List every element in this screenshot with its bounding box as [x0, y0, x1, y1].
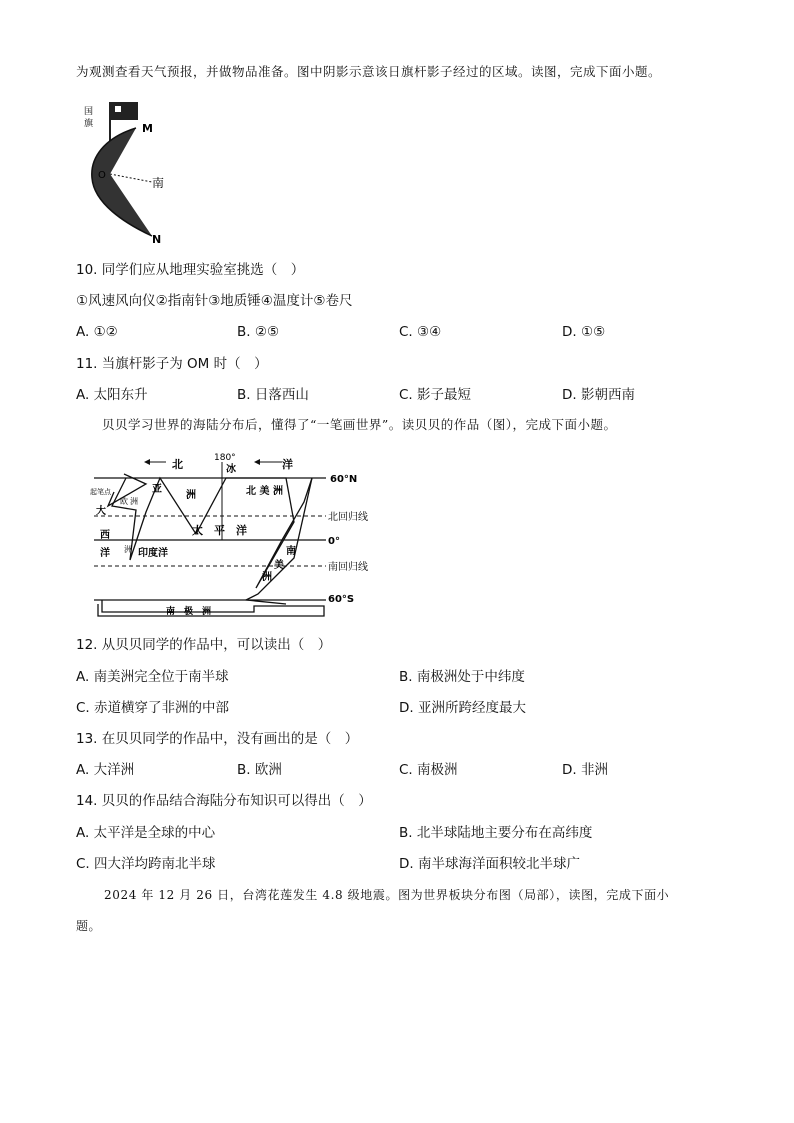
label-nan: 南: [286, 546, 296, 557]
flag-label-2: 旗: [84, 119, 94, 129]
label-ou: 欧: [120, 497, 128, 506]
question-12-stem: 12. 从贝贝同学的作品中，可以读出（ ）: [76, 637, 332, 653]
label-equator: 0°: [328, 536, 340, 547]
question-14-stem: 14. 贝贝的作品结合海陆分布知识可以得出（ ）: [76, 793, 372, 809]
q14-option-b[interactable]: B. 北半球陆地主要分布在高纬度: [399, 825, 593, 841]
question-10-items: ①风速风向仪②指南针③地质锤④温度计⑤卷尺: [76, 293, 353, 309]
label-yang: 洋: [282, 458, 293, 471]
label-xi: 西: [100, 530, 110, 541]
label-bei: 北: [172, 458, 183, 471]
question-10-stem: 10. 同学们应从地理实验室挑选（ ）: [76, 262, 305, 278]
q13-option-a[interactable]: A. 大洋洲: [76, 762, 135, 778]
q13-option-c[interactable]: C. 南极洲: [399, 762, 458, 778]
q10-option-d[interactable]: D. ①⑤: [562, 324, 606, 340]
label-da: 大: [96, 506, 106, 517]
label-yindu: 印度洋: [138, 548, 168, 559]
q11-option-a[interactable]: A. 太阳东升: [76, 387, 148, 403]
q14-option-d[interactable]: D. 南半球海洋面积较北半球广: [399, 856, 580, 872]
q14-option-a[interactable]: A. 太平洋是全球的中心: [76, 825, 216, 841]
label-start-point: 起笔点: [90, 488, 111, 496]
q12-option-c[interactable]: C. 赤道横穿了非洲的中部: [76, 700, 230, 716]
one-stroke-world-figure: [86, 448, 386, 628]
flag-icon: [110, 102, 138, 120]
label-south: 南: [152, 176, 165, 190]
intro-paragraph-2: 贝贝学习世界的海陆分布后，懂得了“一笔画世界”。读贝贝的作品（图），完成下面小题。: [102, 417, 617, 432]
intro-paragraph-3-line1: 2024 年 12 月 26 日，台湾花莲发生 4.8 级地震。图为世界板块分布图（局部），读图，完成下面小: [104, 888, 670, 902]
label-180: 180°: [214, 453, 236, 463]
label-nanji: 南 极 洲: [166, 607, 212, 617]
label-60n: 60°N: [330, 474, 358, 485]
intro-paragraph-1: 为观测查看天气预报，并做物品准备。图中阴影示意该日旗杆影子经过的区域。读图，完成下面小题。: [76, 64, 662, 79]
q12-option-a[interactable]: A. 南美洲完全位于南半球: [76, 669, 229, 685]
label-zhou: 洲: [186, 490, 196, 501]
label-beimei: 北 美 洲: [246, 486, 283, 497]
label-yang2: 洋: [100, 548, 110, 559]
q12-option-d[interactable]: D. 亚洲所跨经度最大: [399, 700, 526, 716]
flagpole-shadow-figure: [84, 98, 184, 248]
label-taiping: 太 平 洋: [192, 524, 247, 537]
q10-option-c[interactable]: C. ③④: [399, 324, 442, 340]
label-tropic-north: 北回归线: [328, 512, 368, 523]
flag-label-1: 国: [84, 107, 94, 117]
label-o: O: [98, 170, 106, 181]
q13-option-b[interactable]: B. 欧洲: [237, 762, 282, 778]
q11-option-c[interactable]: C. 影子最短: [399, 387, 472, 403]
label-60s: 60°S: [328, 594, 355, 605]
q10-option-a[interactable]: A. ①②: [76, 324, 118, 340]
label-zhou2: 洲: [124, 545, 132, 554]
q11-option-b[interactable]: B. 日落西山: [237, 387, 309, 403]
intro-paragraph-3-line2: 题。: [76, 919, 102, 933]
label-zhou3: 洲: [262, 572, 272, 583]
q12-option-b[interactable]: B. 南极洲处于中纬度: [399, 669, 525, 685]
label-n: N: [152, 233, 162, 246]
label-m: M: [142, 122, 153, 135]
q10-option-b[interactable]: B. ②⑤: [237, 324, 280, 340]
label-tropic-south: 南回归线: [328, 562, 368, 573]
q13-option-d[interactable]: D. 非洲: [562, 762, 608, 778]
label-bing: 冰: [226, 464, 236, 475]
label-ouzhou: 洲: [130, 497, 138, 506]
question-13-stem: 13. 在贝贝同学的作品中，没有画出的是（ ）: [76, 731, 359, 747]
label-ya: 亚: [152, 484, 162, 495]
question-11-stem: 11. 当旗杆影子为 OM 时（ ）: [76, 356, 268, 372]
south-direction-line: [110, 174, 152, 182]
label-mei: 美: [274, 560, 284, 571]
q14-option-c[interactable]: C. 四大洋均跨南北半球: [76, 856, 216, 872]
q11-option-d[interactable]: D. 影朝西南: [562, 387, 635, 403]
